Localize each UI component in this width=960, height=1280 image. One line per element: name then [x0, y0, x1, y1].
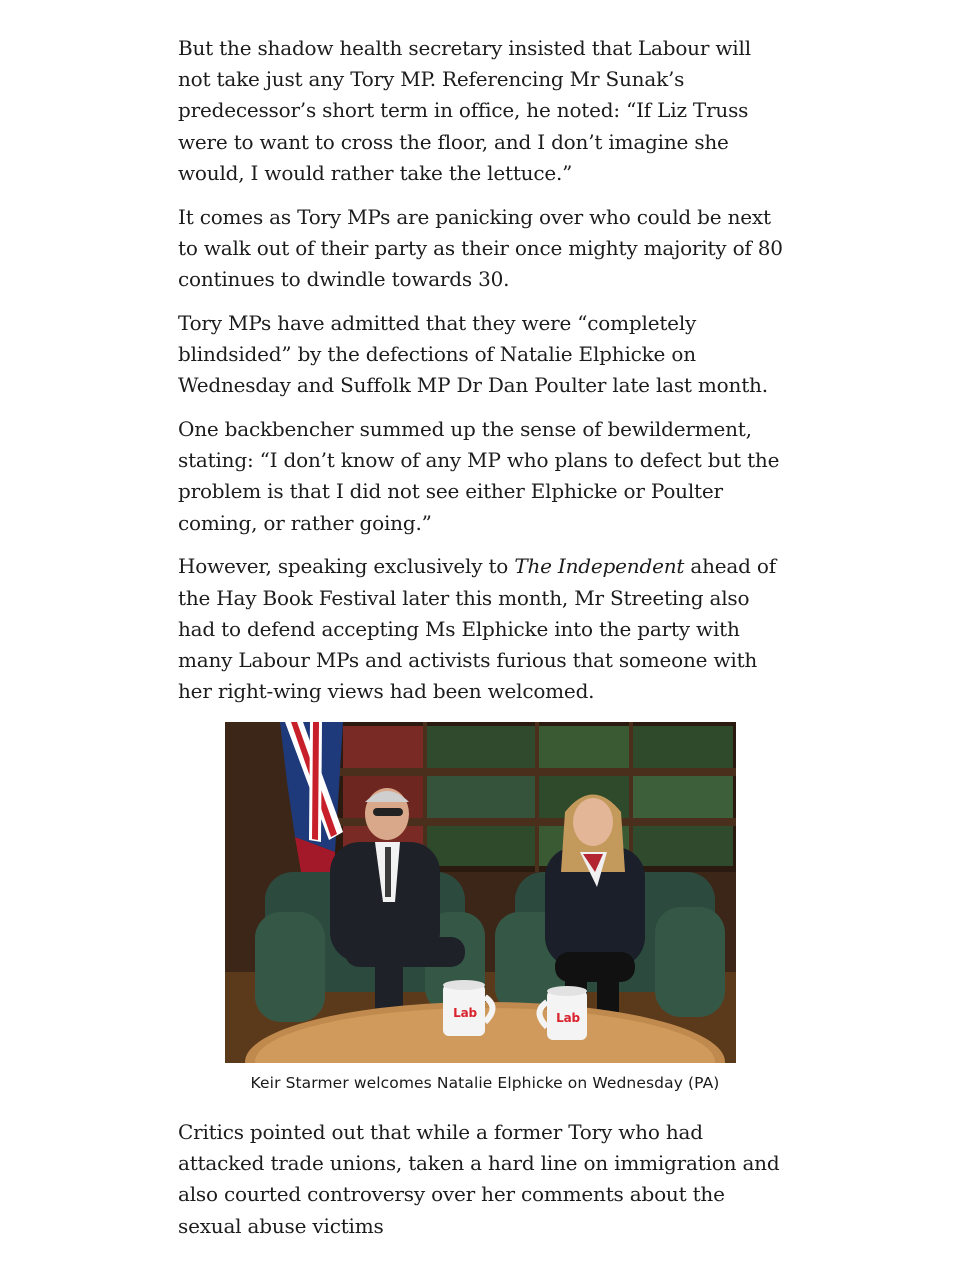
- photo-caption: Keir Starmer welcomes Natalie Elphicke on Wednesday (PA): [250, 1074, 720, 1093]
- article-body: [178, 33, 788, 1254]
- paragraph-streeting-defence: [178, 551, 788, 707]
- paragraph-truss-quote: But the shadow health secretary insisted that Labour will not take just any Tory MP. Referencing Mr Sunak’s predecessor’s short term in office, he noted: “If Liz Truss were to want to cross the floor, and I don’t imagine she would, I would rather take the lettuce.”: [178, 36, 751, 185]
- mug-right-logo: Lab: [556, 1011, 580, 1026]
- article-figure: [178, 720, 788, 1093]
- paragraph-text-end: ahead of the Hay Book Festival later this month, Mr Streeting also had to defend accepting Ms Elphicke into the party with many Labour MPs and activists furious that someone with her right-wing views had been welcomed.: [178, 554, 776, 704]
- paragraph-backbencher: One backbencher summed up the sense of bewilderment, stating: “I don’t know of any MP who plans to defect but the problem is that I did not see either Elphicke or Poulter coming, or rather going.”: [178, 417, 780, 535]
- publication-name: The Independent: [514, 554, 685, 579]
- mug-left-logo: Lab: [453, 1006, 477, 1021]
- paragraph-critics: Critics pointed out that while a former Tory who had attacked trade unions, taken a hard line on immigration and also courted controversy over her comments about the sexual abuse victims: [178, 1120, 780, 1238]
- paragraph-tory-panic: It comes as Tory MPs are panicking over who could be next to walk out of their party as their once mighty majority of 80 continues to dwindle towards 30.: [178, 204, 783, 292]
- paragraph-text-start: However, speaking exclusively to: [178, 554, 515, 579]
- paragraph-blindsided: Tory MPs have admitted that they were “completely blindsided” by the defections of Natalie Elphicke on Wednesday and Suffolk MP Dr Dan Poulter late last month.: [178, 310, 768, 398]
- photo-illustration: [225, 722, 736, 1063]
- news-photo: [225, 722, 736, 1063]
